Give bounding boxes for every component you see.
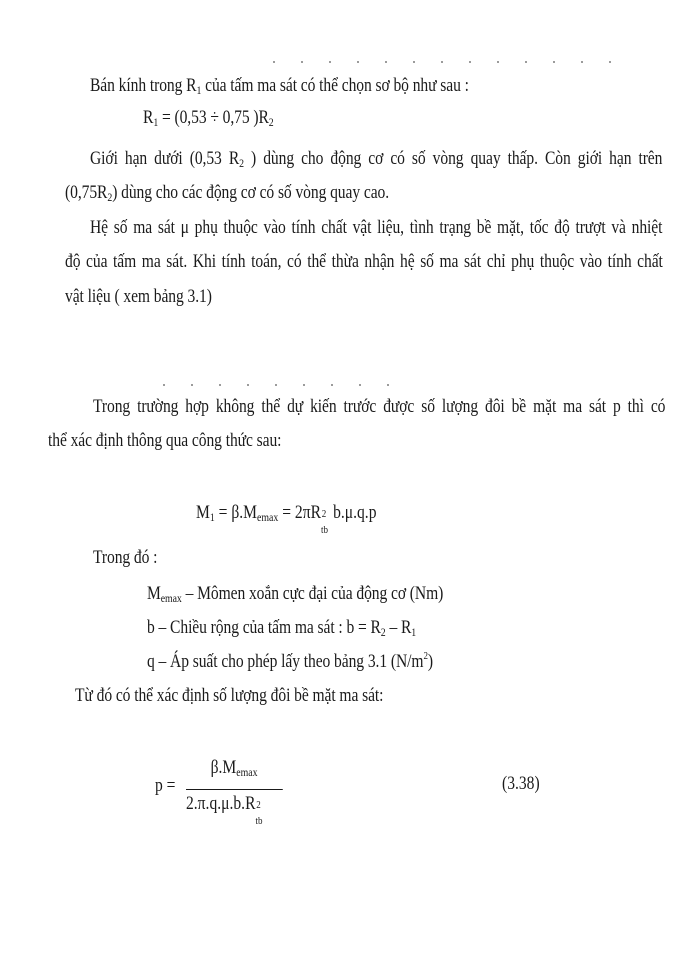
equation-number: (3.38) bbox=[502, 773, 540, 794]
formula-p-lhs: p = bbox=[155, 775, 176, 796]
para3-line1: Hệ số ma sát μ phụ thuộc vào tính chất vật liệu, tình trạng bề mặt, tốc độ trượt và nhiệt bbox=[90, 217, 663, 238]
scan-artifact-mid bbox=[150, 383, 410, 387]
para3-line3: vật liệu ( xem bảng 3.1) bbox=[65, 286, 212, 307]
fraction-numerator: $\beta.M_{emax}$ bbox=[210, 757, 258, 779]
fraction-bar bbox=[186, 789, 283, 790]
para3-line2: độ của tấm ma sát. Khi tính toán, có thể thừa nhận hệ số ma sát chỉ phụ thuộc vào tính chất bbox=[65, 251, 663, 272]
para4-line1: Trong trường hợp không thể dự kiến trước được số lượng đôi bề mặt ma sát p thì có bbox=[93, 396, 666, 417]
equation-r1: $R_1 = (0,53 \div 0,75$ )$R_2$ bbox=[143, 107, 274, 129]
para5-line1: Từ đó có thể xác định số lượng đôi bề mặt ma sát: bbox=[75, 685, 384, 706]
para2-line1: Giới hạn dưới (0,53 $R_2$ ) dùng cho động cơ có số vòng quay thấp. Còn giới hạn trên bbox=[90, 148, 663, 170]
where-item-memax: $M_{emax}$ – Mômen xoắn cực đại của động cơ (Nm) bbox=[147, 583, 444, 605]
fraction-denominator: 2.π.q.μ.b.R 2 tb bbox=[186, 793, 263, 827]
where-item-b: b – Chiều rộng của tấm ma sát : $b = R_2 - R_1$ bbox=[147, 617, 417, 639]
where-label: Trong đó : bbox=[93, 547, 158, 568]
para1-line1: Bán kính trong $R_1$ của tấm ma sát có thể chọn sơ bộ như sau : bbox=[90, 75, 469, 97]
formula-p bbox=[155, 775, 175, 797]
formula-m1: $M_1 = \beta.M_{emax} = 2\pi R$ 2 tb b.μ.q.p bbox=[196, 502, 377, 536]
para4-line2: thể xác định thông qua công thức sau: bbox=[48, 430, 282, 451]
scan-artifact-top bbox=[260, 60, 620, 64]
where-item-q: q – Áp suất cho phép lấy theo bảng 3.1 $(N/m^2)$ bbox=[147, 650, 433, 672]
para2-line2: $(0,75R_2)$ dùng cho các động cơ có số vòng quay cao. bbox=[65, 182, 390, 204]
